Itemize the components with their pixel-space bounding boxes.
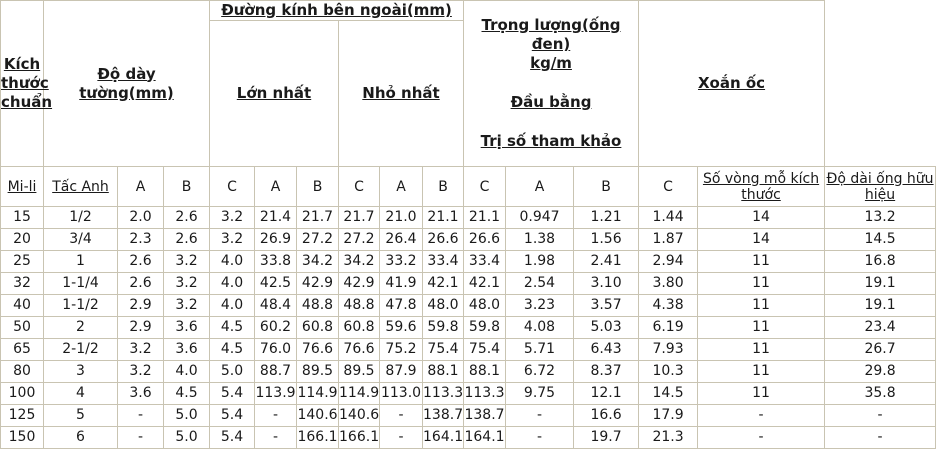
table-cell: 114.9 [297, 383, 339, 405]
table-cell: 1.21 [574, 207, 639, 229]
table-row [1, 317, 936, 339]
table-cell: 3.2 [210, 229, 255, 251]
table-row [1, 383, 936, 405]
table-cell: 25 [1, 251, 44, 273]
table-cell: - [698, 427, 825, 449]
table-cell: 2.6 [164, 229, 210, 251]
table-cell: 113.9 [255, 383, 297, 405]
wall-thickness-header: Độ dày tường(mm) [44, 1, 210, 167]
table-cell: 12.1 [574, 383, 639, 405]
table-cell: 88.1 [464, 361, 506, 383]
table-cell: 1-1/2 [44, 295, 118, 317]
table-cell: 5.4 [210, 383, 255, 405]
table-cell: 4.0 [210, 251, 255, 273]
table-cell: - [380, 405, 423, 427]
weight-b-header: B [574, 167, 639, 207]
table-cell: 88.7 [255, 361, 297, 383]
standard-size-header: Kích thước chuẩn [1, 1, 44, 167]
table-row [1, 361, 936, 383]
weight-a-header: A [506, 167, 574, 207]
table-cell: 113.3 [423, 383, 464, 405]
table-cell: - [698, 405, 825, 427]
table-cell: 26.7 [825, 339, 936, 361]
table-cell: 60.8 [297, 317, 339, 339]
table-cell: 17.9 [639, 405, 698, 427]
table-cell: 40 [1, 295, 44, 317]
table-cell: 19.7 [574, 427, 639, 449]
table-cell: 19.1 [825, 295, 936, 317]
table-cell: 33.4 [464, 251, 506, 273]
table-cell: 41.9 [380, 273, 423, 295]
table-row [1, 251, 936, 273]
table-cell: 164.1 [464, 427, 506, 449]
table-cell: 42.9 [339, 273, 380, 295]
table-cell: 164.1 [423, 427, 464, 449]
min-a-header: A [380, 167, 423, 207]
inch-header: Tấc Anh [44, 167, 118, 207]
table-cell: 15 [1, 207, 44, 229]
table-cell: 11 [698, 383, 825, 405]
table-cell: 3.23 [506, 295, 574, 317]
table-cell: 1 [44, 251, 118, 273]
table-cell: 3.6 [164, 317, 210, 339]
table-cell: 34.2 [339, 251, 380, 273]
table-cell: 48.8 [297, 295, 339, 317]
table-cell: 75.4 [464, 339, 506, 361]
table-cell: 80 [1, 361, 44, 383]
thickness-b-header: B [164, 167, 210, 207]
table-cell: 2.6 [118, 251, 164, 273]
thread-header: Xoắn ốc [639, 1, 825, 167]
table-cell: 150 [1, 427, 44, 449]
table-cell: 13.2 [825, 207, 936, 229]
table-cell: - [118, 427, 164, 449]
table-cell: 33.2 [380, 251, 423, 273]
table-cell: 3.2 [164, 295, 210, 317]
table-cell: 76.0 [255, 339, 297, 361]
weight-c-header: C [639, 167, 698, 207]
table-cell: 11 [698, 361, 825, 383]
table-cell: 1.56 [574, 229, 639, 251]
table-cell: 2.41 [574, 251, 639, 273]
table-cell: 87.9 [380, 361, 423, 383]
table-cell: 16.8 [825, 251, 936, 273]
table-cell: 47.8 [380, 295, 423, 317]
table-cell: 1.87 [639, 229, 698, 251]
table-cell: 11 [698, 317, 825, 339]
table-cell: 2-1/2 [44, 339, 118, 361]
table-cell: 4.0 [164, 361, 210, 383]
table-cell: 60.8 [339, 317, 380, 339]
table-cell: 2.6 [164, 207, 210, 229]
table-cell: 26.6 [464, 229, 506, 251]
table-cell: 1.98 [506, 251, 574, 273]
table-cell: 6.72 [506, 361, 574, 383]
table-cell: 14 [698, 207, 825, 229]
table-cell: 42.1 [464, 273, 506, 295]
table-cell: 3/4 [44, 229, 118, 251]
table-cell: 166.1 [339, 427, 380, 449]
table-cell: 11 [698, 251, 825, 273]
table-cell: 89.5 [339, 361, 380, 383]
table-cell: 1.44 [639, 207, 698, 229]
table-cell: 75.2 [380, 339, 423, 361]
table-cell: 42.5 [255, 273, 297, 295]
table-cell: 113.3 [464, 383, 506, 405]
table-cell: 4.0 [210, 295, 255, 317]
table-cell: 140.6 [297, 405, 339, 427]
table-cell: 21.4 [255, 207, 297, 229]
table-cell: 11 [698, 273, 825, 295]
table-cell: 48.8 [339, 295, 380, 317]
table-cell: 114.9 [339, 383, 380, 405]
table-cell: 6.19 [639, 317, 698, 339]
table-cell: 2.6 [118, 273, 164, 295]
table-cell: 76.6 [339, 339, 380, 361]
table-cell: 21.1 [464, 207, 506, 229]
table-cell: 125 [1, 405, 44, 427]
table-cell: 4.5 [164, 383, 210, 405]
thickness-a-header: A [118, 167, 164, 207]
table-cell: 48.0 [464, 295, 506, 317]
table-cell: - [380, 427, 423, 449]
table-cell: 14.5 [825, 229, 936, 251]
table-cell: 23.4 [825, 317, 936, 339]
table-cell: 21.7 [297, 207, 339, 229]
table-cell: 27.2 [339, 229, 380, 251]
table-cell: - [825, 405, 936, 427]
table-cell: 113.0 [380, 383, 423, 405]
mm-header: Mi-li [1, 167, 44, 207]
table-row [1, 427, 936, 449]
table-cell: 3.57 [574, 295, 639, 317]
table-cell: - [118, 405, 164, 427]
outer-diameter-header: Đường kính bên ngoài(mm) [210, 1, 464, 21]
table-cell: 34.2 [297, 251, 339, 273]
table-row [1, 295, 936, 317]
table-cell: 3.2 [164, 251, 210, 273]
max-diameter-header: Lớn nhất [210, 21, 339, 167]
table-cell: 48.0 [423, 295, 464, 317]
max-b-header: B [297, 167, 339, 207]
table-cell: 50 [1, 317, 44, 339]
table-cell: 3.10 [574, 273, 639, 295]
table-cell: 42.9 [297, 273, 339, 295]
table-cell: 5.03 [574, 317, 639, 339]
min-diameter-header: Nhỏ nhất [339, 21, 464, 167]
table-cell: 2.54 [506, 273, 574, 295]
table-cell: 5 [44, 405, 118, 427]
table-cell: 3.6 [118, 383, 164, 405]
table-cell: 33.8 [255, 251, 297, 273]
table-cell: 14.5 [639, 383, 698, 405]
table-cell: 20 [1, 229, 44, 251]
table-cell: 2.94 [639, 251, 698, 273]
table-cell: - [255, 427, 297, 449]
table-cell: 2.9 [118, 317, 164, 339]
table-cell: - [825, 427, 936, 449]
table-cell: 2.3 [118, 229, 164, 251]
table-cell: 3.6 [164, 339, 210, 361]
table-cell: 21.3 [639, 427, 698, 449]
table-cell: 27.2 [297, 229, 339, 251]
table-cell: 21.7 [339, 207, 380, 229]
table-cell: 1-1/4 [44, 273, 118, 295]
table-cell: 3.2 [164, 273, 210, 295]
table-cell: 2 [44, 317, 118, 339]
table-cell: 11 [698, 339, 825, 361]
table-cell: 29.8 [825, 361, 936, 383]
table-cell: 5.4 [210, 405, 255, 427]
table-cell: 10.3 [639, 361, 698, 383]
table-cell: 0.947 [506, 207, 574, 229]
min-c-header: C [464, 167, 506, 207]
table-cell: 19.1 [825, 273, 936, 295]
table-cell: - [506, 405, 574, 427]
turns-header: Số vòng mỗ kích thước [698, 167, 825, 207]
table-cell: 9.75 [506, 383, 574, 405]
table-cell: 100 [1, 383, 44, 405]
table-cell: 42.1 [423, 273, 464, 295]
table-cell: 65 [1, 339, 44, 361]
table-row [1, 405, 936, 427]
table-cell: 88.1 [423, 361, 464, 383]
table-cell: 75.4 [423, 339, 464, 361]
max-a-header: A [255, 167, 297, 207]
table-row [1, 229, 936, 251]
table-cell: 11 [698, 295, 825, 317]
length-header: Độ dài ống hữu hiệu [825, 167, 936, 207]
table-cell: 4.5 [210, 317, 255, 339]
table-cell: 60.2 [255, 317, 297, 339]
table-cell: 3 [44, 361, 118, 383]
table-cell: 4.5 [210, 339, 255, 361]
table-cell: 59.6 [380, 317, 423, 339]
table-cell: 4.38 [639, 295, 698, 317]
table-cell: 2.0 [118, 207, 164, 229]
table-cell: 166.1 [297, 427, 339, 449]
table-cell: 138.7 [423, 405, 464, 427]
table-cell: 5.4 [210, 427, 255, 449]
table-cell: 5.0 [210, 361, 255, 383]
max-c-header: C [339, 167, 380, 207]
table-cell: 21.0 [380, 207, 423, 229]
table-cell: 4 [44, 383, 118, 405]
table-cell: 33.4 [423, 251, 464, 273]
table-cell: 16.6 [574, 405, 639, 427]
table-cell: 26.4 [380, 229, 423, 251]
table-cell: 3.2 [118, 361, 164, 383]
table-cell: 3.2 [118, 339, 164, 361]
table-cell: 59.8 [423, 317, 464, 339]
table-cell: 14 [698, 229, 825, 251]
table-row [1, 339, 936, 361]
table-cell: 89.5 [297, 361, 339, 383]
table-cell: 138.7 [464, 405, 506, 427]
table-cell: 6 [44, 427, 118, 449]
table-cell: 8.37 [574, 361, 639, 383]
table-cell: 26.6 [423, 229, 464, 251]
table-cell: 2.9 [118, 295, 164, 317]
table-cell: 21.1 [423, 207, 464, 229]
table-cell: 76.6 [297, 339, 339, 361]
table-row [1, 273, 936, 295]
table-cell: 48.4 [255, 295, 297, 317]
table-cell: 1.38 [506, 229, 574, 251]
table-cell: 5.0 [164, 427, 210, 449]
table-cell: 7.93 [639, 339, 698, 361]
table-cell: 1/2 [44, 207, 118, 229]
weight-header: Trọng lượng(ống đen) kg/m Đầu bằng Trị số tham khảo [464, 1, 639, 167]
min-b-header: B [423, 167, 464, 207]
table-cell: 35.8 [825, 383, 936, 405]
table-body [1, 207, 936, 449]
table-cell: 3.80 [639, 273, 698, 295]
table-cell: 5.0 [164, 405, 210, 427]
table-cell: 5.71 [506, 339, 574, 361]
table-cell: - [506, 427, 574, 449]
table-cell: 3.2 [210, 207, 255, 229]
table-row [1, 207, 936, 229]
table-cell: 32 [1, 273, 44, 295]
table-cell: - [255, 405, 297, 427]
table-cell: 4.0 [210, 273, 255, 295]
table-cell: 6.43 [574, 339, 639, 361]
table-cell: 26.9 [255, 229, 297, 251]
table-cell: 59.8 [464, 317, 506, 339]
thickness-c-header: C [210, 167, 255, 207]
table-cell: 4.08 [506, 317, 574, 339]
table-cell: 140.6 [339, 405, 380, 427]
